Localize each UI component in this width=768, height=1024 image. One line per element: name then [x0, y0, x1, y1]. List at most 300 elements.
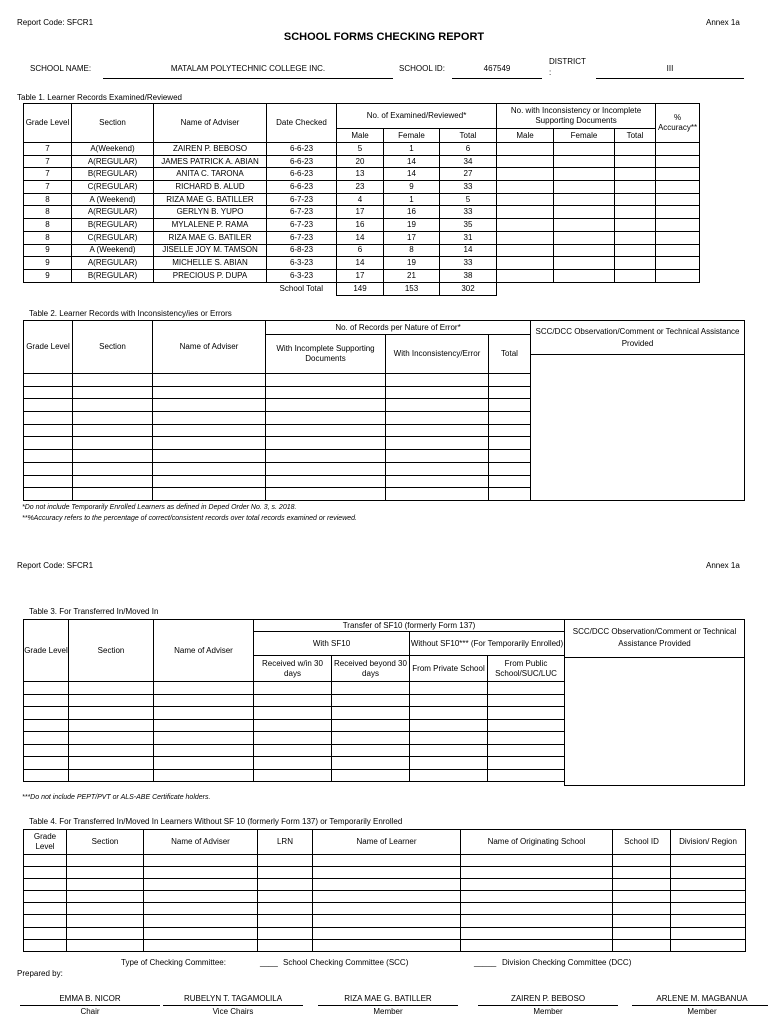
t2-cell[interactable]	[73, 386, 153, 399]
t3-cell[interactable]	[410, 682, 488, 695]
t1-cell-adviser: ANITA C. TARONA	[154, 168, 267, 181]
t4-cell[interactable]	[144, 855, 258, 867]
t1-cell-male: 17	[337, 269, 384, 282]
signatory-name: RUBELYN T. TAGAMOLILA	[183, 994, 283, 1003]
t3-cell[interactable]	[254, 719, 332, 732]
t3-cell[interactable]	[332, 757, 410, 770]
t4-cell[interactable]	[67, 891, 144, 903]
t1-header-adviser: Name of Adviser	[154, 104, 267, 143]
t1-cell-empty	[615, 206, 656, 219]
t3-cell[interactable]	[254, 744, 332, 757]
t1-cell-total: 5	[440, 193, 497, 206]
t4-cell[interactable]	[67, 855, 144, 867]
t3-cell[interactable]	[254, 694, 332, 707]
committee-type-label: Type of Checking Committee:	[121, 958, 226, 967]
t1-cell-grade: 9	[24, 257, 72, 270]
t1-cell-grade: 8	[24, 231, 72, 244]
t4-cell[interactable]	[671, 855, 746, 867]
school-id-label: SCHOOL ID:	[399, 64, 445, 73]
t3-cell[interactable]	[24, 732, 69, 745]
t4-cell[interactable]	[671, 903, 746, 915]
t2-cell[interactable]	[386, 462, 489, 475]
t2-cell[interactable]	[153, 462, 266, 475]
t3-cell[interactable]	[69, 719, 154, 732]
t4-cell[interactable]	[461, 891, 613, 903]
t3-cell[interactable]	[69, 694, 154, 707]
t3-cell[interactable]	[254, 732, 332, 745]
t2-cell[interactable]	[386, 399, 489, 412]
t1-header-inconsistency: No. with Inconsistency or Incomplete Supporting Documents	[497, 104, 656, 129]
t1-cell-grade: 7	[24, 155, 72, 168]
t1-cell-empty	[497, 181, 554, 194]
t2-cell[interactable]	[266, 412, 386, 425]
table-row	[24, 757, 565, 770]
t4-cell[interactable]	[461, 867, 613, 879]
t3-cell[interactable]	[154, 744, 254, 757]
t1-cell-empty	[497, 219, 554, 232]
t2-cell[interactable]	[24, 412, 73, 425]
t1-cell-empty	[554, 244, 615, 257]
t1-cell-section: B(REGULAR)	[72, 219, 154, 232]
t1-cell-female: 8	[384, 244, 440, 257]
t4-cell[interactable]	[313, 855, 461, 867]
t1-cell-grade: 9	[24, 244, 72, 257]
t4-cell[interactable]	[144, 879, 258, 891]
t2-cell[interactable]	[24, 437, 73, 450]
t1-cell-empty	[656, 231, 700, 244]
t1-cell-empty	[615, 155, 656, 168]
t1-total-female: 153	[384, 282, 440, 295]
t1-cell-adviser: ZAIREN P. BEBOSO	[154, 143, 267, 156]
signatory-role: Vice Chairs	[212, 1007, 254, 1016]
t4-cell[interactable]	[24, 915, 67, 927]
t1-cell-male: 17	[337, 206, 384, 219]
signatory-name: ARLENE M. MAGBANUA	[656, 994, 748, 1003]
t1-header-accuracy: % Accuracy**	[656, 104, 700, 143]
t3-cell[interactable]	[254, 757, 332, 770]
t3-cell[interactable]	[24, 707, 69, 720]
t4-cell[interactable]	[144, 939, 258, 951]
table-row	[24, 424, 531, 437]
t1-cell-section: A (Weekend)	[72, 244, 154, 257]
t2-cell[interactable]	[73, 488, 153, 501]
signatory-role: Member	[687, 1007, 717, 1016]
t3-cell[interactable]	[488, 732, 565, 745]
t3-cell[interactable]	[410, 769, 488, 782]
t4-cell[interactable]	[258, 903, 313, 915]
t4-cell[interactable]	[144, 927, 258, 939]
t3-cell[interactable]	[488, 757, 565, 770]
t4-cell[interactable]	[461, 879, 613, 891]
t2-cell[interactable]	[266, 424, 386, 437]
t4-cell[interactable]	[613, 927, 671, 939]
t2-cell[interactable]	[153, 374, 266, 387]
t3-header-received-within: Received w/in 30 days	[254, 656, 332, 682]
t1-cell-empty	[497, 231, 554, 244]
t2-cell[interactable]	[489, 437, 531, 450]
t4-cell[interactable]	[613, 879, 671, 891]
table3	[23, 619, 565, 782]
t4-cell[interactable]	[67, 867, 144, 879]
t4-cell[interactable]	[613, 891, 671, 903]
t2-cell[interactable]	[153, 450, 266, 463]
t1-cell-empty	[656, 155, 700, 168]
table-row	[24, 488, 531, 501]
t1-cell-adviser: MYLALENE P. RAMA	[154, 219, 267, 232]
t3-cell[interactable]	[410, 757, 488, 770]
t3-cell[interactable]	[24, 682, 69, 695]
t1-cell-adviser: PRECIOUS P. DUPA	[154, 269, 267, 282]
t1-cell-grade: 9	[24, 269, 72, 282]
t3-cell[interactable]	[69, 732, 154, 745]
t2-cell[interactable]	[266, 437, 386, 450]
t2-cell[interactable]	[73, 437, 153, 450]
t2-cell[interactable]	[266, 475, 386, 488]
t2-cell[interactable]	[266, 374, 386, 387]
t2-cell[interactable]	[73, 399, 153, 412]
t1-cell-empty	[615, 231, 656, 244]
t3-cell[interactable]	[69, 757, 154, 770]
t3-cell[interactable]	[488, 682, 565, 695]
t3-cell[interactable]	[69, 769, 154, 782]
t1-cell-empty	[656, 269, 700, 282]
t3-cell[interactable]	[332, 707, 410, 720]
t4-cell[interactable]	[258, 879, 313, 891]
t1-cell-adviser: MICHELLE S. ABIAN	[154, 257, 267, 270]
t1-header-female: Female	[384, 129, 440, 143]
t1-cell-date: 6-7-23	[267, 206, 337, 219]
t1-cell-date: 6-6-23	[267, 155, 337, 168]
t4-cell[interactable]	[461, 939, 613, 951]
t1-cell-empty	[554, 193, 615, 206]
t1-cell-empty	[554, 257, 615, 270]
table-row	[24, 206, 700, 219]
t4-cell[interactable]	[144, 891, 258, 903]
t2-cell[interactable]	[24, 450, 73, 463]
t2-cell[interactable]	[266, 450, 386, 463]
t1-cell-grade: 7	[24, 181, 72, 194]
report-code-2: Report Code: SFCR1	[17, 561, 94, 570]
signature-line	[163, 1005, 303, 1006]
t3-cell[interactable]	[254, 682, 332, 695]
t4-header-division: Division/ Region	[671, 830, 746, 855]
t4-cell[interactable]	[67, 915, 144, 927]
t2-cell[interactable]	[266, 488, 386, 501]
t2-cell[interactable]	[386, 488, 489, 501]
signatory-role: Chair	[80, 1007, 100, 1016]
t4-cell[interactable]	[313, 939, 461, 951]
t4-cell[interactable]	[613, 903, 671, 915]
t3-cell[interactable]	[154, 707, 254, 720]
t1-cell-male: 6	[337, 244, 384, 257]
t4-cell[interactable]	[613, 915, 671, 927]
t2-cell[interactable]	[73, 475, 153, 488]
annex-label-2: Annex 1a	[706, 561, 740, 570]
table-row	[24, 744, 565, 757]
table-row	[24, 891, 746, 903]
t4-cell[interactable]	[461, 927, 613, 939]
district-colon: :	[549, 68, 552, 77]
t1-cell-empty	[615, 181, 656, 194]
t4-cell[interactable]	[613, 939, 671, 951]
t2-header-observation: SCC/DCC Observation/Comment or Technical Assistance Provided	[531, 321, 744, 355]
t4-cell[interactable]	[144, 903, 258, 915]
t3-cell[interactable]	[410, 694, 488, 707]
prepared-by-label: Prepared by:	[17, 969, 63, 978]
t3-cell[interactable]	[488, 769, 565, 782]
t2-cell[interactable]	[73, 462, 153, 475]
t1-cell-section: A(Weekend)	[72, 143, 154, 156]
t2-cell[interactable]	[489, 450, 531, 463]
t1-cell-section: B(REGULAR)	[72, 269, 154, 282]
t4-cell[interactable]	[24, 939, 67, 951]
t4-cell[interactable]	[313, 891, 461, 903]
t2-cell[interactable]	[489, 399, 531, 412]
t2-cell[interactable]	[386, 450, 489, 463]
t4-cell[interactable]	[671, 915, 746, 927]
scc-option: School Checking Committee (SCC)	[283, 958, 409, 967]
t4-cell[interactable]	[24, 879, 67, 891]
t1-cell-section: C(REGULAR)	[72, 181, 154, 194]
table-row	[24, 719, 565, 732]
t2-cell[interactable]	[153, 412, 266, 425]
t2-cell[interactable]	[266, 462, 386, 475]
t4-cell[interactable]	[67, 939, 144, 951]
t4-cell[interactable]	[461, 915, 613, 927]
t4-cell[interactable]	[258, 891, 313, 903]
page-title: SCHOOL FORMS CHECKING REPORT	[283, 31, 485, 43]
school-name-value: MATALAM POLYTECHNIC COLLEGE INC.	[170, 64, 326, 73]
t1-header-date: Date Checked	[267, 104, 337, 143]
t4-header-lrn: LRN	[258, 830, 313, 855]
t3-cell[interactable]	[24, 719, 69, 732]
t3-cell[interactable]	[332, 769, 410, 782]
t4-cell[interactable]	[313, 867, 461, 879]
t4-cell[interactable]	[461, 855, 613, 867]
t4-cell[interactable]	[67, 879, 144, 891]
annex-label: Annex 1a	[706, 18, 740, 27]
t3-cell[interactable]	[254, 769, 332, 782]
table-row	[24, 257, 700, 270]
t3-cell[interactable]	[332, 682, 410, 695]
t3-cell[interactable]	[154, 682, 254, 695]
school-name-label: SCHOOL NAME:	[30, 64, 92, 73]
t3-cell[interactable]	[410, 707, 488, 720]
t4-cell[interactable]	[313, 915, 461, 927]
t2-cell[interactable]	[489, 462, 531, 475]
t2-cell[interactable]	[24, 462, 73, 475]
t1-cell-total: 14	[440, 244, 497, 257]
t4-cell[interactable]	[671, 867, 746, 879]
t3-cell[interactable]	[154, 732, 254, 745]
t4-cell[interactable]	[461, 903, 613, 915]
t2-cell[interactable]	[489, 488, 531, 501]
t3-cell[interactable]	[488, 719, 565, 732]
t4-cell[interactable]	[24, 891, 67, 903]
scc-blank[interactable]: ____	[260, 958, 278, 967]
t1-header-grade: Grade Level	[24, 104, 72, 143]
t2-cell[interactable]	[489, 374, 531, 387]
t3-cell[interactable]	[154, 694, 254, 707]
t1-cell-empty	[497, 206, 554, 219]
t2-cell[interactable]	[386, 374, 489, 387]
t1-cell-empty	[656, 219, 700, 232]
t1-cell-male: 4	[337, 193, 384, 206]
dcc-option: Division Checking Committee (DCC)	[502, 958, 632, 967]
table-row	[24, 879, 746, 891]
t2-cell[interactable]	[24, 374, 73, 387]
t4-cell[interactable]	[258, 867, 313, 879]
t4-cell[interactable]	[671, 939, 746, 951]
t2-cell[interactable]	[73, 450, 153, 463]
t2-header-total: Total	[489, 335, 531, 374]
t2-cell[interactable]	[73, 412, 153, 425]
t4-cell[interactable]	[258, 939, 313, 951]
t3-cell[interactable]	[332, 732, 410, 745]
t2-cell[interactable]	[24, 475, 73, 488]
signatory-role: Member	[373, 1007, 403, 1016]
t1-cell-grade: 8	[24, 206, 72, 219]
signatory-name: ZAIREN P. BEBOSO	[510, 994, 586, 1003]
t2-cell[interactable]	[24, 399, 73, 412]
t1-cell-empty	[554, 181, 615, 194]
t4-cell[interactable]	[67, 903, 144, 915]
t1-cell-adviser: RIZA MAE G. BATILLER	[154, 193, 267, 206]
table-row	[24, 694, 565, 707]
t2-cell[interactable]	[153, 488, 266, 501]
t4-cell[interactable]	[24, 927, 67, 939]
district-label: DISTRICT	[549, 57, 586, 66]
t2-cell[interactable]	[386, 475, 489, 488]
t3-cell[interactable]	[69, 707, 154, 720]
t4-cell[interactable]	[613, 855, 671, 867]
t3-cell[interactable]	[69, 682, 154, 695]
t4-cell[interactable]	[671, 879, 746, 891]
t4-cell[interactable]	[671, 891, 746, 903]
t1-cell-total: 27	[440, 168, 497, 181]
t1-cell-date: 6-6-23	[267, 168, 337, 181]
t2-cell[interactable]	[153, 475, 266, 488]
t4-cell[interactable]	[24, 903, 67, 915]
t1-cell-section: A (Weekend)	[72, 193, 154, 206]
t4-cell[interactable]	[258, 927, 313, 939]
table-row	[24, 374, 531, 387]
t4-cell[interactable]	[144, 867, 258, 879]
t2-cell[interactable]	[24, 386, 73, 399]
t2-cell[interactable]	[24, 488, 73, 501]
t1-cell-empty	[554, 219, 615, 232]
table-row	[24, 682, 565, 695]
t3-cell[interactable]	[332, 744, 410, 757]
t1-cell-total: 38	[440, 269, 497, 282]
t2-header-incomplete: With Incomplete Supporting Documents	[266, 335, 386, 374]
table-row	[24, 915, 746, 927]
t3-cell[interactable]	[254, 707, 332, 720]
t2-cell[interactable]	[386, 386, 489, 399]
t4-cell[interactable]	[67, 927, 144, 939]
t2-cell[interactable]	[489, 386, 531, 399]
signatory-name: RIZA MAE G. BATILLER	[344, 994, 432, 1003]
t4-cell[interactable]	[613, 867, 671, 879]
t2-cell[interactable]	[386, 412, 489, 425]
t2-cell[interactable]	[386, 437, 489, 450]
t1-cell-female: 1	[384, 143, 440, 156]
t2-cell[interactable]	[153, 386, 266, 399]
t3-cell[interactable]	[410, 719, 488, 732]
t3-header-private: From Private School	[410, 656, 488, 682]
t3-cell[interactable]	[410, 744, 488, 757]
t4-cell[interactable]	[313, 903, 461, 915]
t1-cell-adviser: JISELLE JOY M. TAMSON	[154, 244, 267, 257]
t1-cell-female: 14	[384, 155, 440, 168]
t4-cell[interactable]	[313, 927, 461, 939]
t1-cell-female: 16	[384, 206, 440, 219]
t1-cell-female: 14	[384, 168, 440, 181]
t3-cell[interactable]	[488, 694, 565, 707]
signature-line	[318, 1005, 458, 1006]
t3-cell[interactable]	[488, 744, 565, 757]
t1-header-total-inc: Total	[615, 129, 656, 143]
t3-cell[interactable]	[332, 719, 410, 732]
t3-cell[interactable]	[332, 694, 410, 707]
t4-cell[interactable]	[671, 927, 746, 939]
t2-cell[interactable]	[73, 374, 153, 387]
t3-cell[interactable]	[154, 769, 254, 782]
t1-cell-male: 5	[337, 143, 384, 156]
t1-cell-empty	[497, 155, 554, 168]
t2-cell[interactable]	[266, 386, 386, 399]
t3-cell[interactable]	[69, 744, 154, 757]
t3-cell[interactable]	[154, 719, 254, 732]
t1-total-label: School Total	[267, 282, 337, 295]
t3-cell[interactable]	[24, 744, 69, 757]
t2-cell[interactable]	[266, 399, 386, 412]
table-row	[24, 168, 700, 181]
t1-cell-section: C(REGULAR)	[72, 231, 154, 244]
t2-cell[interactable]	[489, 475, 531, 488]
t3-cell[interactable]	[154, 757, 254, 770]
t3-cell[interactable]	[24, 757, 69, 770]
t4-cell[interactable]	[24, 867, 67, 879]
table-row	[24, 732, 565, 745]
table2	[23, 320, 531, 501]
dcc-blank[interactable]: _____	[474, 958, 497, 967]
table-row	[24, 143, 700, 156]
t2-cell[interactable]	[489, 424, 531, 437]
t1-cell-male: 23	[337, 181, 384, 194]
t3-cell[interactable]	[24, 769, 69, 782]
t3-header-observation: SCC/DCC Observation/Comment or Technical Assistance Provided	[565, 620, 744, 658]
t2-cell[interactable]	[153, 424, 266, 437]
t4-cell[interactable]	[258, 855, 313, 867]
t3-cell[interactable]	[488, 707, 565, 720]
t4-cell[interactable]	[313, 879, 461, 891]
t2-cell[interactable]	[386, 424, 489, 437]
t2-cell[interactable]	[153, 437, 266, 450]
t4-header-grade: Grade Level	[24, 830, 67, 855]
t2-cell[interactable]	[73, 424, 153, 437]
t2-cell[interactable]	[153, 399, 266, 412]
t4-cell[interactable]	[24, 855, 67, 867]
t4-cell[interactable]	[144, 915, 258, 927]
t2-cell[interactable]	[24, 424, 73, 437]
table-row	[24, 181, 700, 194]
t2-cell[interactable]	[489, 412, 531, 425]
t2-header-nature: No. of Records per Nature of Error*	[266, 321, 531, 335]
t3-cell[interactable]	[410, 732, 488, 745]
t4-cell[interactable]	[258, 915, 313, 927]
t3-cell[interactable]	[24, 694, 69, 707]
